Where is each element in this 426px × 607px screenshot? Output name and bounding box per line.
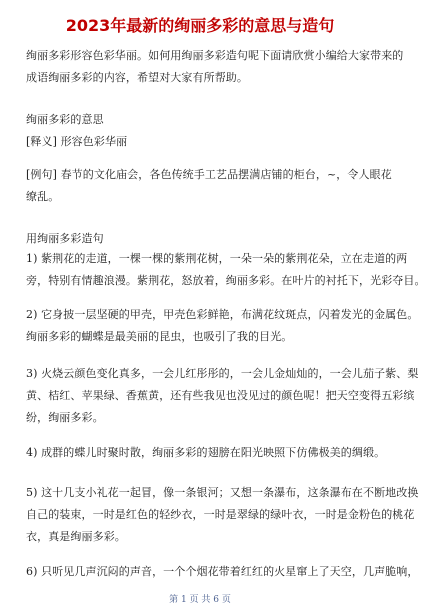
section-heading: 用绚丽多彩造句	[26, 232, 104, 245]
example-paragraph	[26, 164, 392, 208]
explanation	[26, 131, 376, 153]
text-line: 衣，真是绚丽多彩。	[26, 530, 126, 543]
text-line: 6) 只听见几声沉闷的声音，一个个烟花带着红红的火星窜上了天空，几声脆响，	[26, 565, 419, 578]
section-heading: 绚丽多彩的意思	[26, 113, 104, 126]
page-footer: 第 1 页 共 6 页	[169, 595, 231, 605]
document-title: 2023年最新的绚丽多彩的意思与造句	[65, 16, 335, 35]
text-line: [例句] 春节的文化庙会，各色传统手工艺品摆满店铺的柜台，~，令人眼花	[26, 168, 392, 181]
sentence-6	[26, 561, 419, 583]
text-line: 1) 紫荆花的走道，一棵一棵的紫荆花树，一朵一朵的紫荆花朵，立在走道的两	[26, 252, 408, 265]
text-line: 3) 火烧云颜色变化真多，一会儿红彤彤的，一会儿金灿灿的，一会儿茄子紫、梨	[26, 367, 419, 380]
text-line: 旁，特别有情趣浪漫。紫荆花，怒放着，绚丽多彩。在叶片的衬托下，光彩夺目。	[26, 274, 426, 287]
sentence-2	[26, 304, 419, 348]
text-line: 2) 它身披一层坚硬的甲壳，甲壳色彩鲜艳，布满花纹斑点，闪着发光的金属色。	[26, 308, 419, 321]
text-line: 4) 成群的蝶儿时聚时散，绚丽多彩的翅膀在阳光映照下仿佛极美的绸缎。	[26, 446, 386, 459]
text-line: 绚丽多彩的蝴蝶是最美丽的昆虫，也吸引了我的目光。	[26, 330, 293, 343]
text-line: [释义] 形容色彩华丽	[26, 135, 128, 148]
text-line: 绚丽多彩形容色彩华丽。如何用绚丽多彩造句呢下面请欣赏小编给大家带来的	[26, 49, 404, 62]
text-line: 缭乱。	[26, 190, 60, 203]
meaning-heading	[26, 109, 376, 131]
text-line: 纷，绚丽多彩。	[26, 411, 104, 424]
sentence-1	[26, 248, 426, 292]
sentences-heading	[26, 228, 376, 250]
text-line: 5) 这十几支小礼花一起冒，像一条银河；又想一条瀑布，这条瀑布在不断地改换	[26, 486, 419, 499]
intro-paragraph	[26, 45, 404, 89]
sentence-5	[26, 482, 419, 548]
sentence-3	[26, 363, 419, 429]
text-line: 成语绚丽多彩的内容，希望对大家有所帮助。	[26, 71, 248, 84]
text-line: 黄、桔红、苹果绿、香蕉黄，还有些我见也没见过的颜色呢！把天空变得五彩缤	[26, 389, 415, 402]
text-line: 自己的装束，一时是红色的轻纱衣，一时是翠绿的绿叶衣，一时是金粉色的桃花	[26, 508, 415, 521]
sentence-4	[26, 442, 386, 464]
